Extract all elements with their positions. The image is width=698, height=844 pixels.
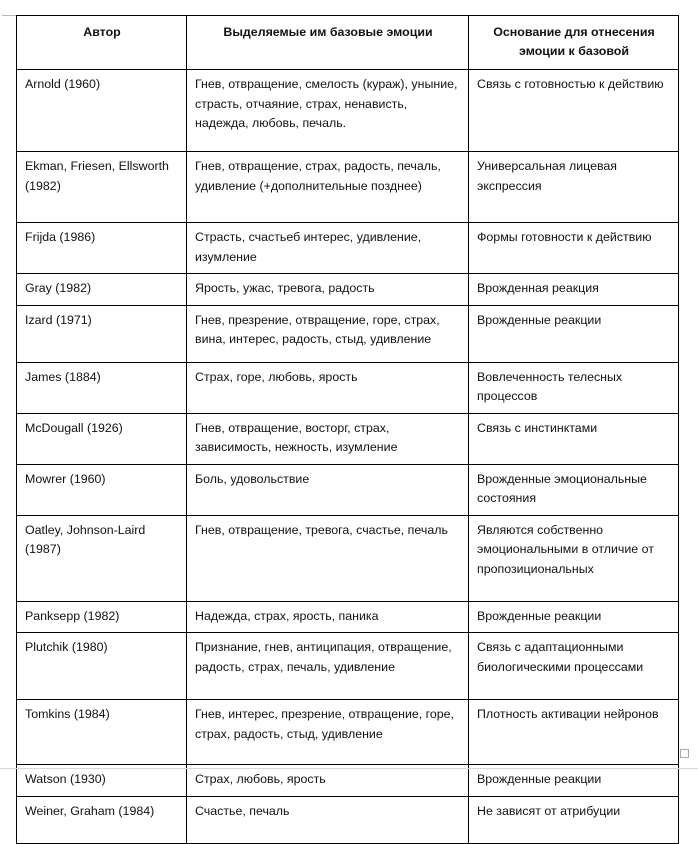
cell-author: Frijda (1986) (17, 223, 187, 274)
table-resize-handle[interactable] (680, 749, 689, 758)
table-row (17, 223, 679, 274)
cell-author: Plutchik (1980) (17, 633, 187, 700)
cell-emotions: Страх, любовь, ярость (187, 765, 469, 797)
cell-basis: Формы готовности к действию (469, 223, 679, 274)
cell-emotions: Страх, горе, любовь, ярость (187, 362, 469, 413)
cell-emotions: Гнев, отвращение, смелость (кураж), уныние, страсть, отчаяние, страх, ненависть, надежда, любовь, печаль. (187, 70, 469, 152)
table-row (17, 633, 679, 700)
cell-author: Watson (1930) (17, 765, 187, 797)
cell-emotions: Гнев, отвращение, тревога, счастье, печаль (187, 515, 469, 601)
column-header-emotions: Выделяемые им базовые эмоции (187, 16, 469, 70)
cell-basis: Плотность активации нейронов (469, 700, 679, 765)
cell-emotions: Признание, гнев, антиципация, отвращение, радость, страх, печаль, удивление (187, 633, 469, 700)
table-row (17, 796, 679, 843)
cell-author: Izard (1971) (17, 305, 187, 362)
table-row (17, 152, 679, 223)
cell-basis: Вовлеченность телесных процессов (469, 362, 679, 413)
cell-emotions: Надежда, страх, ярость, паника (187, 601, 469, 633)
cell-basis: Связь с готовностью к действию (469, 70, 679, 152)
cell-emotions: Гнев, презрение, отвращение, горе, страх, вина, интерес, радость, стыд, удивление (187, 305, 469, 362)
cell-author: Arnold (1960) (17, 70, 187, 152)
table-header-row (17, 16, 679, 70)
cell-basis: Врожденные реакции (469, 601, 679, 633)
table-header (17, 16, 679, 70)
cell-basis: Являются собственно эмоциональными в отличие от пропозициональных (469, 515, 679, 601)
cell-author: Oatley, Johnson-Laird (1987) (17, 515, 187, 601)
cell-author: Mowrer (1960) (17, 464, 187, 515)
cell-basis: Врожденная реакция (469, 274, 679, 306)
column-header-basis: Основание для отнесения эмоции к базовой (469, 16, 679, 70)
table-body (17, 70, 679, 844)
cell-emotions: Ярость, ужас, тревога, радость (187, 274, 469, 306)
cell-author: Weiner, Graham (1984) (17, 796, 187, 843)
cell-emotions: Боль, удовольствие (187, 464, 469, 515)
cell-author: McDougall (1926) (17, 413, 187, 464)
cell-basis: Связь с адаптационными биологическими процессами (469, 633, 679, 700)
table-row (17, 70, 679, 152)
cell-author: Panksepp (1982) (17, 601, 187, 633)
cell-basis: Врожденные эмоциональные состояния (469, 464, 679, 515)
cell-author: Tomkins (1984) (17, 700, 187, 765)
cell-basis: Связь с инстинктами (469, 413, 679, 464)
cell-author: Gray (1982) (17, 274, 187, 306)
basic-emotions-table (16, 15, 679, 844)
cell-author: Ekman, Friesen, Ellsworth (1982) (17, 152, 187, 223)
cell-emotions: Страсть, счастьеб интерес, удивление, изумление (187, 223, 469, 274)
table-row (17, 362, 679, 413)
emotions-table-container (16, 15, 678, 844)
page-bottom-rule (0, 768, 698, 769)
cell-basis: Врожденные реакции (469, 305, 679, 362)
table-row (17, 413, 679, 464)
table-row (17, 305, 679, 362)
table-row (17, 515, 679, 601)
table-row (17, 601, 679, 633)
cell-basis: Врожденные реакции (469, 765, 679, 797)
column-header-author: Автор (17, 16, 187, 70)
cell-basis: Универсальная лицевая экспрессия (469, 152, 679, 223)
table-row (17, 765, 679, 797)
cell-emotions: Гнев, интерес, презрение, отвращение, горе, страх, радость, стыд, удивление (187, 700, 469, 765)
table-row (17, 700, 679, 765)
cell-basis: Не зависят от атрибуции (469, 796, 679, 843)
cell-emotions: Счастье, печаль (187, 796, 469, 843)
cell-author: James (1884) (17, 362, 187, 413)
cell-emotions: Гнев, отвращение, восторг, страх, зависимость, нежность, изумление (187, 413, 469, 464)
table-row (17, 464, 679, 515)
table-row (17, 274, 679, 306)
cell-emotions: Гнев, отвращение, страх, радость, печаль, удивление (+дополнительные позднее) (187, 152, 469, 223)
